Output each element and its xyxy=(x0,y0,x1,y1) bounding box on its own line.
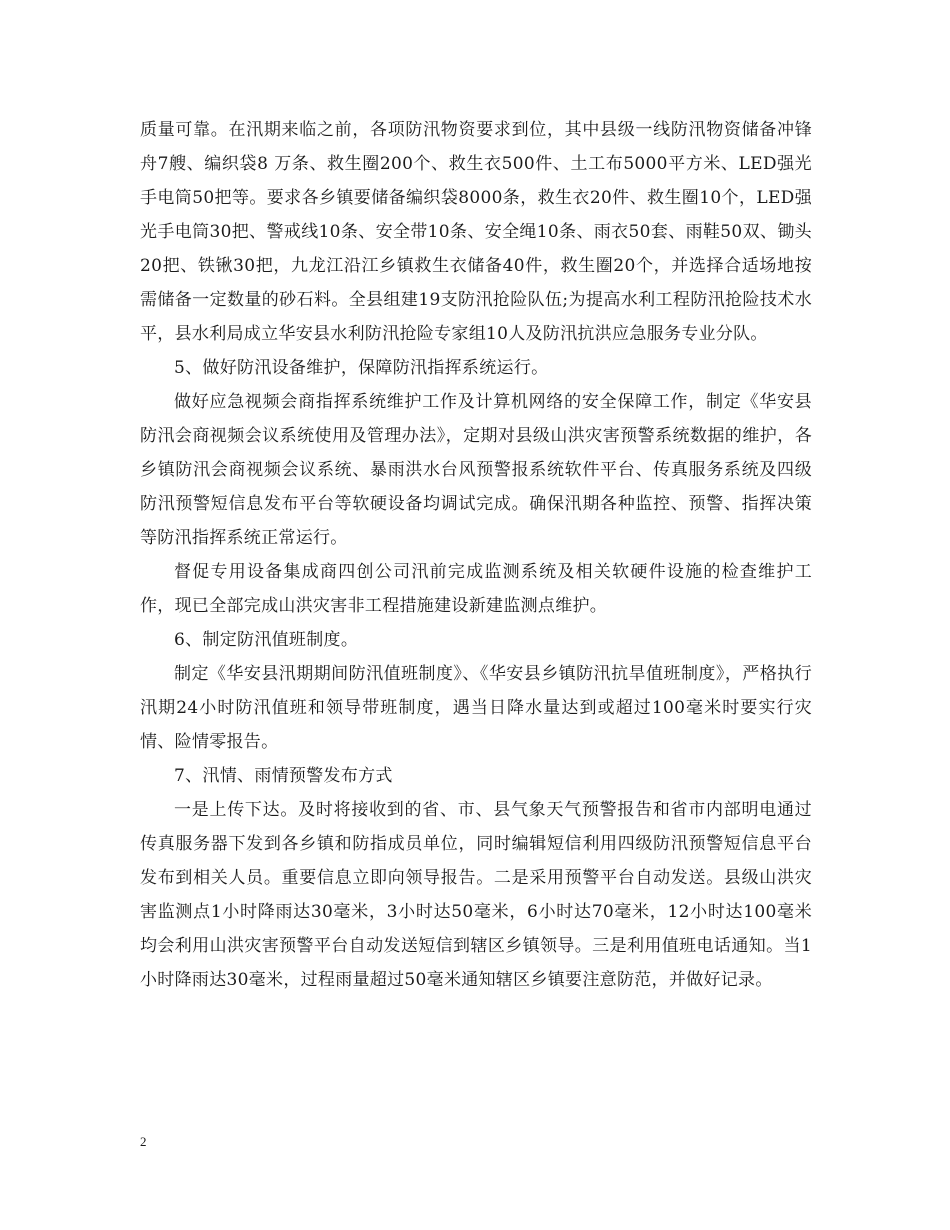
paragraph-flood-supplies: 质量可靠。在汛期来临之前，各项防汛物资要求到位，其中县级一线防汛物资储备冲锋舟7艘、编织袋8 万条、救生圈200个、救生衣500件、土工布5000平方米、LED强光手电筒50把等。要求各乡镇要储备编织袋8000条，救生衣20件、救生圈10个，LED强光手电筒30把、警戒线10条、安全带10条、安全绳10条、雨衣50套、雨鞋50双、锄头20把、铁锹30把，九龙江沿江乡镇救生衣储备40件，救生圈20个，并选择合适场地按需储备一定数量的砂石料。全县组建19支防汛抢险队伍;为提高水利工程防汛抢险技术水平，县水利局成立华安县水利防汛抢险专家组10人及防汛抗洪应急服务专业分队。 xyxy=(140,120,812,344)
section-heading-7: 7、汛情、雨情预警发布方式 xyxy=(174,766,393,786)
paragraph-duty-system: 制定《华安县汛期期间防汛值班制度》、《华安县乡镇防汛抗旱值班制度》，严格执行汛期24小时防汛值班和领导带班制度，遇当日降水量达到或超过100毫米时要实行灾情、险情零报告。 xyxy=(140,664,812,752)
document-body xyxy=(140,113,812,997)
section-heading-5: 5、做好防汛设备维护，保障防汛指挥系统运行。 xyxy=(174,358,549,378)
paragraph-video-system: 做好应急视频会商指挥系统维护工作及计算机网络的安全保障工作，制定《华安县防汛会商视频会议系统使用及管理办法》，定期对县级山洪灾害预警系统数据的维护，各乡镇防汛会商视频会议系统、暴雨洪水台风预警报系统软件平台、传真服务系统及四级防汛预警短信息发布平台等软硬设备均调试完成。确保汛期各种监控、预警、指挥决策等防汛指挥系统正常运行。 xyxy=(140,392,812,548)
paragraph-warning-methods: 一是上传下达。及时将接收到的省、市、县气象天气预警报告和省市内部明电通过传真服务器下发到各乡镇和防指成员单位，同时编辑短信利用四级防汛预警短信息平台发布到相关人员。重要信息立即向领导报告。二是采用预警平台自动发送。县级山洪灾害监测点1小时降雨达30毫米，3小时达50毫米，6小时达70毫米，12小时达100毫米均会利用山洪灾害预警平台自动发送短信到辖区乡镇领导。三是利用值班电话通知。当1小时降雨达30毫米，过程雨量超过50毫米通知辖区乡镇要注意防范，并做好记录。 xyxy=(140,800,812,990)
section-heading-6: 6、制定防汛值班制度。 xyxy=(174,630,359,650)
paragraph-equipment-maintenance: 督促专用设备集成商四创公司汛前完成监测系统及相关软硬件设施的检查维护工作，现已全部完成山洪灾害非工程措施建设新建监测点维护。 xyxy=(140,562,812,616)
page-number: 2 xyxy=(140,1134,147,1149)
